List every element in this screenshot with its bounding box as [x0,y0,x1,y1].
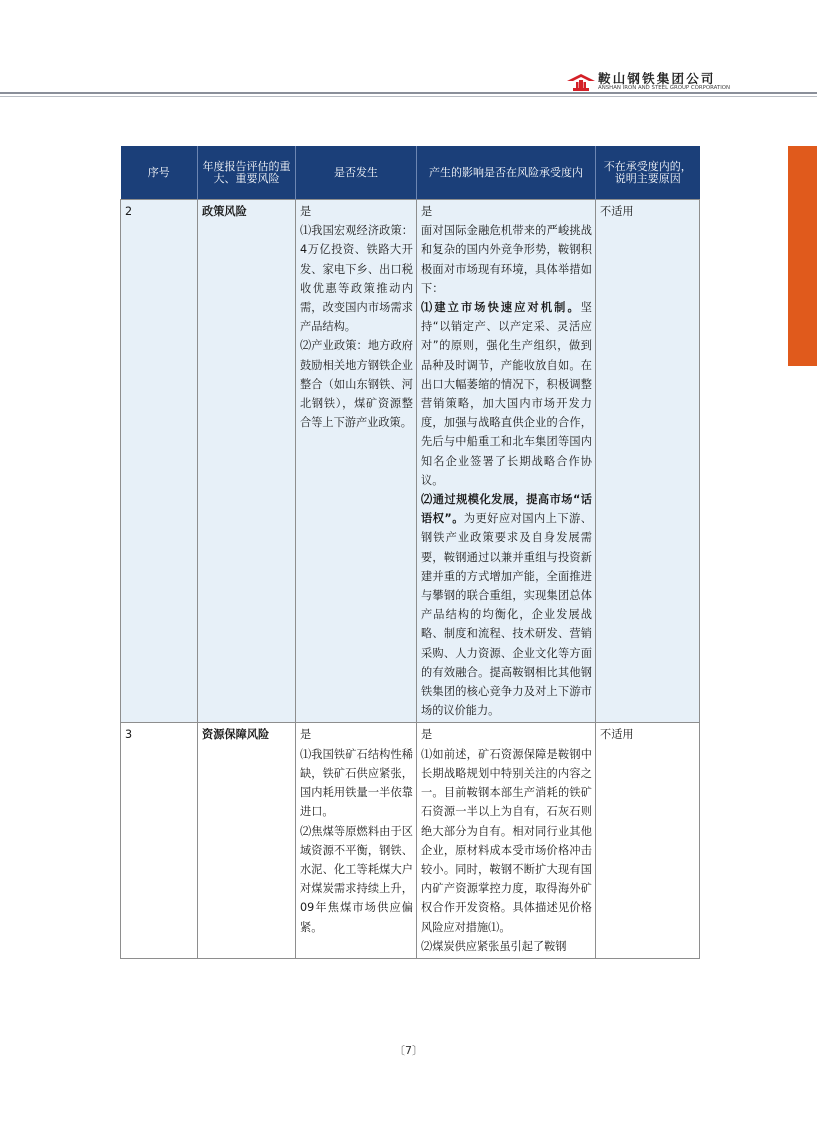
impact-point-2: ⑵煤炭供应紧张虽引起了鞍钢 [421,939,567,953]
table-header-row [121,146,700,200]
impact-intro: 面对国际金融危机带来的严峻挑战和复杂的国内外竞争形势，鞍钢积极面对市场现有环境，具体举措如下： [421,224,592,295]
impact-point-2-text: 为更好应对国内上下游、钢铁产业政策要求及自身发展需要，鞍钢通过以兼并重组与投资新建并重的方式增加产能，全面推进与攀钢的联合重组，实现集团总体产品结构的均衡化，企业发展战略、制度和流程、技术研发、营销采购、人力资源、企业文化等方面的有效融合。提高鞍钢相比其他钢铁集团的核心竞争力及对上下游市场的议价能力。 [421,512,592,718]
impact-point-2 [421,490,592,720]
occurred-cell [296,723,417,958]
impact-cell [417,723,596,958]
header-rule [0,92,817,94]
impact-answer: 是 [421,728,433,742]
risk-name: 资源保障风险 [198,723,296,958]
company-logo-icon [566,70,596,92]
section-side-tab [788,146,817,366]
page-number: 〔7〕 [394,1044,423,1057]
table-row [121,723,700,958]
impact-point-2-heading: ⑵通过规模化发展，提高市场“话语权”。 [421,493,592,526]
occurred-point-2: ⑵焦煤等原燃料由于区域资源不平衡，钢铁、水泥、化工等耗煤大户对煤炭需求持续上升，09年焦煤市场供应偏紧。 [300,824,413,934]
reason-cell: 不适用 [596,723,700,958]
column-header-no: 序号 [121,146,198,200]
impact-point-1-heading: ⑴建立市场快速应对机制。 [421,301,581,315]
occurred-answer: 是 [300,728,312,742]
column-header-occurred: 是否发生 [296,146,417,200]
impact-answer: 是 [421,205,433,218]
row-number: 3 [121,723,198,958]
risk-table [120,146,700,959]
occurred-cell [296,200,417,723]
impact-point-1-text: 坚持“以销定产、以产定采、灵活应对”的原则，强化生产组织，做到品种及时调节，产能收放自如。在出口大幅萎缩的情况下，积极调整营销策略，加大国内市场开发力度，加强与战略直供企业的合作，先后与中船重工和北车集团等国内知名企业签署了长期战略合作协议。 [421,301,592,487]
company-name-cn: 鞍山钢铁集团公司 [598,71,716,86]
occurred-point-1: ⑴我国宏观经济政策：4万亿投资、铁路大开发、家电下乡、出口税收优惠等政策推动内需，改变国内市场需求产品结构。 [300,224,413,334]
impact-point-1 [421,298,592,490]
reason-cell: 不适用 [596,200,700,723]
column-header-reason: 不在承受度内的，说明主要原因 [596,146,700,200]
row-number: 2 [121,200,198,723]
occurred-point-1: ⑴我国铁矿石结构性稀缺，铁矿石供应紧张，国内耗用铁量一半依靠进口。 [300,747,413,819]
occurred-answer: 是 [300,205,312,218]
company-name-en: ANSHAN IRON AND STEEL GROUP CORPORATION [598,85,731,91]
risk-name: 政策风险 [198,200,296,723]
impact-cell [417,200,596,723]
column-header-risk: 年度报告评估的重大、重要风险 [198,146,296,200]
occurred-point-2: ⑵产业政策：地方政府鼓励相关地方钢铁企业整合（如山东钢铁、河北钢铁），煤矿资源整合等上下游产业政策。 [300,339,413,430]
table-row [121,200,700,723]
column-header-impact: 产生的影响是否在风险承受度内 [417,146,596,200]
header-rule-thin [0,96,817,97]
impact-point-1: ⑴如前述，矿石资源保障是鞍钢中长期战略规划中特别关注的内容之一。目前鞍钢本部生产消耗的铁矿石资源一半以上为自有，石灰石则绝大部分为自有。相对同行业其他企业，原材料成本受市场价格冲击较小。同时，鞍钢不断扩大现有国内矿产资源掌控力度，取得海外矿权合作开发资格。具体描述见价格风险应对措施⑴。 [421,747,592,934]
